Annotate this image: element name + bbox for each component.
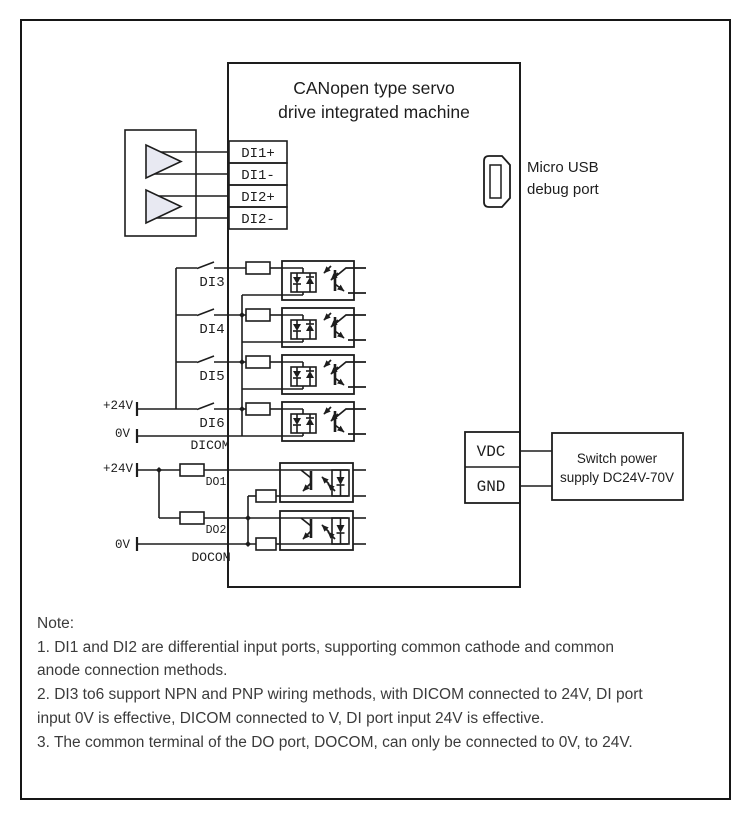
di-label: DI3 [199,275,225,291]
docom-label: DOCOM [191,550,231,565]
amplifier-triangle-icon [146,145,181,178]
di-supply-label: +24V [102,399,133,413]
note-line: 1. DI1 and DI2 are differential input ports, supporting common cathode and common [37,638,614,656]
do-ground-label: 0V [114,538,130,552]
usb-label-line1: Micro USB [527,159,599,176]
resistor-icon [180,464,204,476]
resistor-icon [256,538,276,550]
terminal-label: DI1- [241,168,275,184]
micro-usb-port [484,156,600,207]
do-label: DO2 [205,524,227,537]
note-line: Note: [37,615,75,632]
note-line: 3. The common terminal of the DO port, DOCOM, can only be connected to 0V, to 24V. [37,733,633,751]
resistor-icon [180,512,204,524]
di-ground-label: 0V [114,427,130,441]
drive-title-line1: CANopen type servo [293,78,455,98]
do-label: DO1 [205,476,227,489]
do-supply-label: +24V [102,462,133,476]
note-line: 2. DI3 to6 support NPN and PNP wiring methods, with DICOM connected to 24V, DI port [37,686,643,704]
psu-label-line1: Switch power [576,451,658,466]
digital-input-section [103,261,366,453]
note-line: anode connection methods. [37,662,228,680]
terminal-label: DI2- [241,212,275,228]
di-label: DI5 [199,369,225,385]
vdc-label: VDC [476,443,506,461]
terminal-label: DI2+ [241,190,275,206]
digital-output-section [103,462,366,565]
micro-usb-icon [484,156,510,207]
di-label: DI4 [199,322,225,338]
usb-label-line2: debug port [527,181,599,198]
psu-box [552,433,683,500]
drive-title-line2: drive integrated machine [278,102,470,122]
dicom-label: DICOM [190,438,230,453]
terminal-label: DI1+ [241,146,275,162]
resistor-icon [256,490,276,502]
psu-label-line2: supply DC24V-70V [559,470,675,485]
note-line: input 0V is effective, DICOM connected to V, DI port input 24V is effective. [37,709,545,727]
di-terminal-block [229,141,287,229]
note-block [37,612,707,754]
differential-source [125,130,229,236]
di-label: DI6 [199,416,225,432]
power-section [465,432,683,503]
gnd-label: GND [476,478,506,496]
